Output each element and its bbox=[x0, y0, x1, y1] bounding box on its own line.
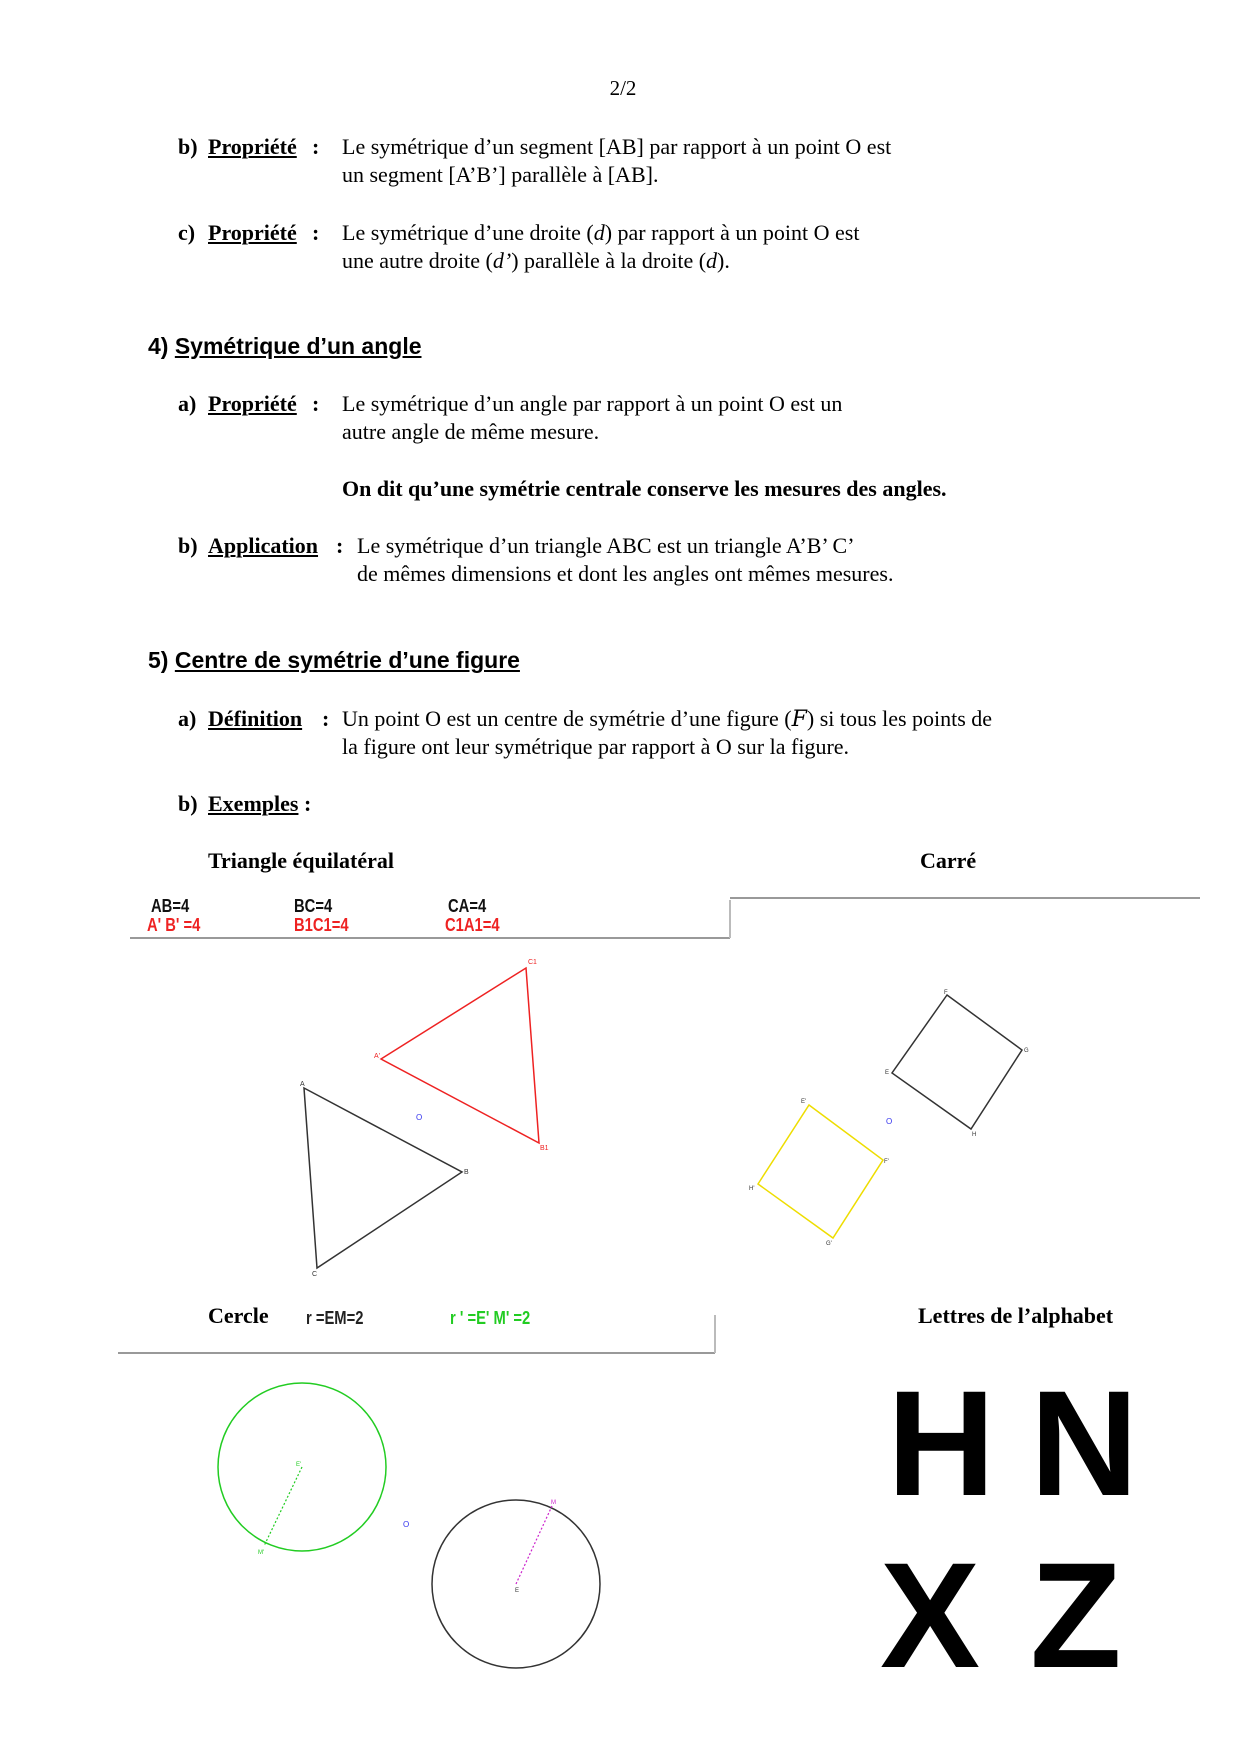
square-vertex-label: E' bbox=[801, 1099, 807, 1105]
vertex-label-a: A bbox=[300, 1081, 305, 1088]
vertex-label-c-image: C1 bbox=[528, 959, 537, 966]
paragraph-line: Le symétrique d’un segment [AB] par rapport à un point O est bbox=[342, 134, 892, 159]
paragraph-line: un segment [A’B’] parallèle à [AB]. bbox=[342, 162, 659, 187]
paragraph-line: autre angle de même mesure. bbox=[342, 419, 600, 444]
paragraph-line: Le symétrique d’un angle par rapport à un point O est un bbox=[342, 391, 843, 416]
radius-image-label: r ' =E' M' =2 bbox=[450, 1308, 531, 1328]
circle-center-label: E bbox=[515, 1588, 520, 1594]
caption-triangle: Triangle équilatéral bbox=[208, 848, 394, 873]
radius-original bbox=[516, 1506, 552, 1584]
radius-image bbox=[264, 1467, 302, 1546]
measure-ca: CA=4 bbox=[448, 896, 487, 916]
application-label: Application bbox=[208, 533, 319, 558]
square-vertex-label: H bbox=[972, 1132, 977, 1138]
circle-figures bbox=[0, 1300, 740, 1754]
item-marker: a) bbox=[178, 706, 197, 731]
examples-label: Exemples : bbox=[208, 791, 312, 816]
center-point-o: O bbox=[403, 1520, 410, 1529]
center-point-o: O bbox=[886, 1117, 893, 1126]
item-marker: a) bbox=[178, 391, 197, 416]
square-image bbox=[758, 1105, 883, 1238]
square-vertex-label: H' bbox=[749, 1186, 755, 1192]
letter-h: H bbox=[887, 1359, 996, 1527]
letter-z: Z bbox=[1030, 1531, 1122, 1699]
property-label: Propriété bbox=[208, 220, 297, 245]
section-heading: 5) Centre de symétrie d’une figure bbox=[148, 647, 520, 673]
paragraph-line: Un point O est un centre de symétrie d’une figure (F) si tous les points de bbox=[342, 706, 993, 732]
square-vertex-label: F' bbox=[884, 1159, 889, 1165]
circle-center-label: E' bbox=[296, 1462, 302, 1468]
vertex-label-c: C bbox=[312, 1271, 318, 1278]
emphasis-statement: On dit qu’une symétrie centrale conserve les mesures des angles. bbox=[342, 476, 947, 501]
circle-point-label: M' bbox=[258, 1550, 265, 1556]
item-marker: c) bbox=[178, 220, 196, 245]
paragraph-line: Le symétrique d’une droite (d) par rapport à un point O est bbox=[342, 220, 860, 245]
paragraph-line: une autre droite (d’) parallèle à la droite (d). bbox=[342, 248, 730, 273]
measure-ca-image: C1A1=4 bbox=[445, 915, 500, 935]
paragraph-line: la figure ont leur symétrique par rapport à O sur la figure. bbox=[342, 734, 850, 759]
label-colon: : bbox=[312, 134, 320, 159]
item-marker: b) bbox=[178, 134, 198, 159]
symmetry-figures bbox=[0, 880, 1246, 1290]
square-vertex-label: F bbox=[944, 990, 948, 996]
property-label: Propriété bbox=[208, 391, 297, 416]
paragraph-line: de mêmes dimensions et dont les angles ont mêmes mesures. bbox=[357, 561, 894, 586]
measure-ab: AB=4 bbox=[151, 896, 190, 916]
caption-circle: Cercle bbox=[208, 1303, 269, 1328]
label-colon: : bbox=[312, 391, 320, 416]
property-label: Propriété bbox=[208, 134, 297, 159]
definition-label: Définition bbox=[208, 706, 303, 731]
label-colon: : bbox=[322, 706, 330, 731]
page-number: 2/2 bbox=[609, 76, 637, 100]
radius-original-label: r =EM=2 bbox=[306, 1308, 364, 1328]
measure-bc: BC=4 bbox=[294, 896, 333, 916]
measure-bc-image: B1C1=4 bbox=[294, 915, 349, 935]
center-point-o: O bbox=[416, 1113, 423, 1122]
section-heading: 4) Symétrique d’un angle bbox=[148, 333, 422, 359]
triangle-image bbox=[381, 968, 539, 1143]
vertex-label-b-image: B1 bbox=[540, 1145, 549, 1152]
letter-x: X bbox=[880, 1531, 981, 1699]
label-colon: : bbox=[312, 220, 320, 245]
square-vertex-label: G bbox=[1024, 1048, 1029, 1054]
label-colon: : bbox=[336, 533, 344, 558]
circle-point-label: M bbox=[551, 1500, 556, 1506]
item-marker: b) bbox=[178, 791, 198, 816]
vertex-label-a-image: A' bbox=[374, 1053, 381, 1060]
square-original bbox=[892, 995, 1022, 1129]
letter-n: N bbox=[1030, 1359, 1139, 1527]
measure-ab-image: A' B' =4 bbox=[147, 915, 201, 935]
item-marker: b) bbox=[178, 533, 198, 558]
square-vertex-label: G' bbox=[826, 1241, 832, 1247]
caption-letters: Lettres de l’alphabet bbox=[918, 1303, 1114, 1328]
vertex-label-b: B bbox=[464, 1169, 469, 1176]
triangle-original bbox=[304, 1088, 462, 1268]
caption-square: Carré bbox=[920, 848, 977, 873]
square-vertex-label: E bbox=[885, 1070, 890, 1076]
paragraph-line: Le symétrique d’un triangle ABC est un triangle A’B’ C’ bbox=[357, 533, 855, 558]
